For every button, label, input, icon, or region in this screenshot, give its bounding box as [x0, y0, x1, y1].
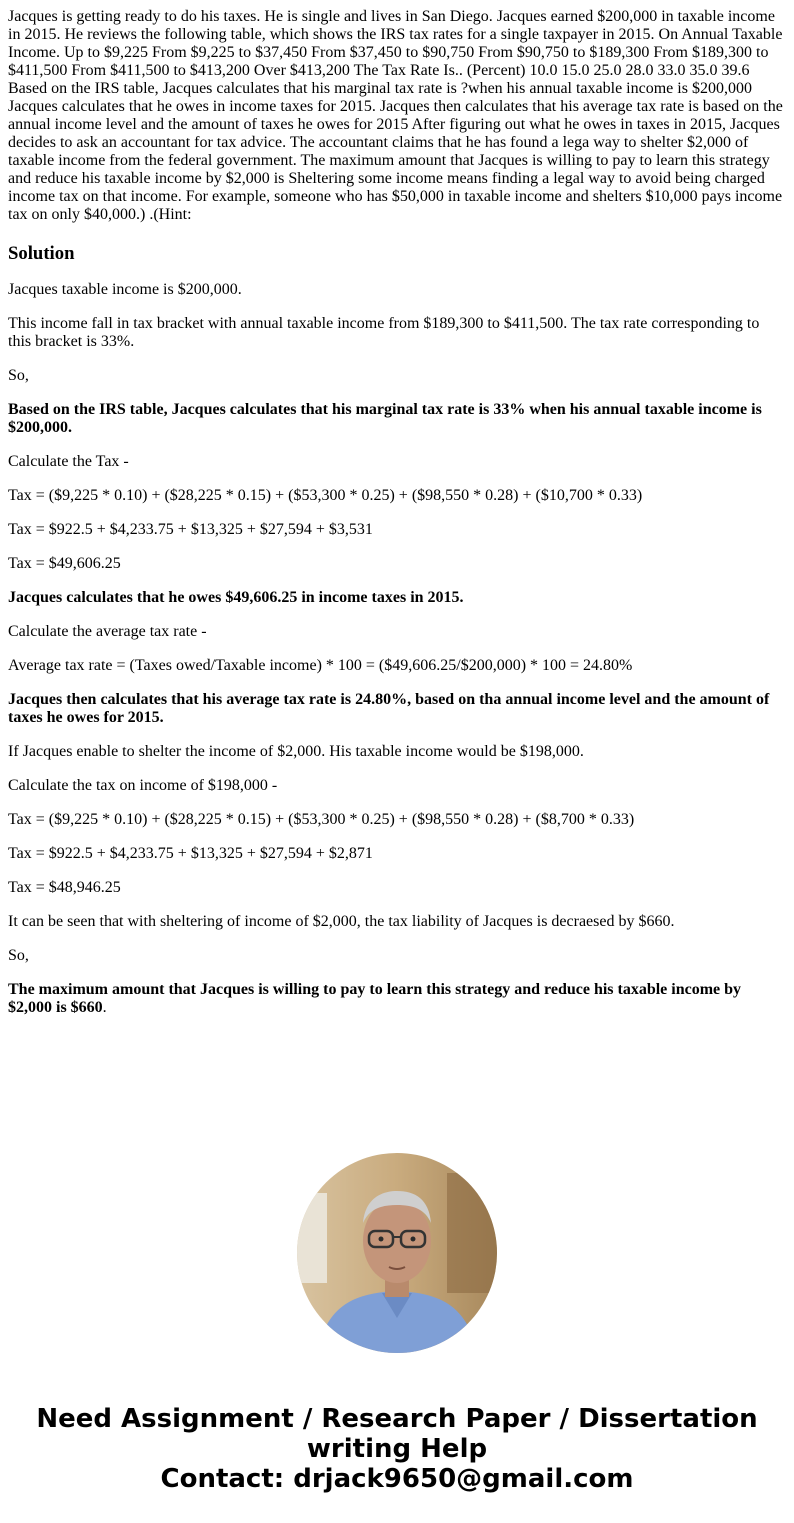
- solution-paragraph: If Jacques enable to shelter the income of $2,000. His taxable income would be $198,000.: [8, 743, 584, 760]
- avatar-eye-right: [411, 1237, 416, 1242]
- solution-paragraph: Tax = $922.5 + $4,233.75 + $13,325 + $27,594 + $3,531: [8, 521, 373, 538]
- avatar-wood-panel: [447, 1173, 497, 1293]
- solution-paragraph: Jacques taxable income is $200,000.: [8, 281, 242, 298]
- footer-line-3: Contact: drjack9650@gmail.com: [160, 1464, 634, 1494]
- solution-paragraph: This income fall in tax bracket with annual taxable income from $189,300 to $411,500. The tax rate corresponding to this bracket is 33%.: [8, 315, 760, 350]
- solution-paragraph: It can be seen that with sheltering of income of $2,000, the tax liability of Jacques is decraesed by $660.: [8, 913, 675, 930]
- footer-line-2: writing Help: [306, 1434, 488, 1464]
- avatar-eye-left: [379, 1237, 384, 1242]
- solution-paragraph: Tax = ($9,225 * 0.10) + ($28,225 * 0.15) + ($53,300 * 0.25) + ($98,550 * 0.28) + ($10,700 * 0.33): [8, 487, 643, 504]
- footer-contact-banner: [0, 1404, 794, 1494]
- solution-paragraph: Tax = $48,946.25: [8, 879, 121, 896]
- author-portrait-image: [297, 1153, 497, 1353]
- solution-answer-average-rate: [8, 691, 786, 727]
- bold-answer: Jacques then calculates that his average tax rate is 24.80%, based on tha annual income level and the amount of taxes he owes for 2015.: [8, 691, 770, 726]
- period: .: [102, 999, 107, 1016]
- solution-answer-tax-owed: [8, 589, 786, 607]
- solution-paragraph: Tax = $49,606.25: [8, 555, 121, 572]
- solution-paragraph: Calculate the average tax rate -: [8, 623, 207, 640]
- question-text: Jacques is getting ready to do his taxes. He is single and lives in San Diego. Jacques earned $200,000 in taxable income in 2015. He reviews the following table, which shows the IRS tax rates for a single taxpayer in 2015. On Annual Taxable Income. Up to $9,225 From $9,225 to $37,450 From $37,450 to $90,750 From $90,750 to $189,300 From $189,300 to $411,500 From $411,500 to $413,200 Over $413,200 The Tax Rate Is.. (Percent) 10.0 15.0 25.0 28.0 33.0 35.0 39.6 Based on the IRS table, Jacques calculates that his marginal tax rate is ?when his annual taxable income is $200,000 Jacques calculates that he owes in income taxes for 2015. Jacques then calculates that his average tax rate is based on the annual income level and the amount of taxes he owes for 2015 After figuring out what he owes in taxes in 2015, Jacques decides to ask an accountant for tax advice. The accountant claims that he has found a lega way to shelter $2,000 of taxable income from the federal government. The maximum amount that Jacques is willing to pay to learn this strategy and reduce his taxable income by $2,000 is Sheltering some income means finding a legal way to avoid being charged income tax on that income. For example, someone who has $50,000 in taxable income and shelters $10,000 pays income tax on only $40,000.) .(Hint:: [8, 8, 783, 223]
- solution-paragraph: Calculate the tax on income of $198,000 -: [8, 777, 278, 794]
- bold-answer: The maximum amount that Jacques is willing to pay to learn this strategy and reduce his taxable income by $2,000 is $660: [8, 981, 742, 1016]
- solution-paragraph: Tax = ($9,225 * 0.10) + ($28,225 * 0.15) + ($53,300 * 0.25) + ($98,550 * 0.28) + ($8,700 * 0.33): [8, 811, 635, 828]
- solution-heading: Solution: [8, 243, 75, 264]
- bold-answer: Jacques calculates that he owes $49,606.25 in income taxes in 2015.: [8, 589, 464, 606]
- solution-paragraph: Calculate the Tax -: [8, 453, 129, 470]
- solution-answer-max-pay: [8, 981, 786, 1017]
- bold-answer: Based on the IRS table, Jacques calculates that his marginal tax rate is 33% when his annual taxable income is $200,000.: [8, 401, 762, 436]
- solution-paragraph: Average tax rate = (Taxes owed/Taxable income) * 100 = ($49,606.25/$200,000) * 100 = 24.80%: [8, 657, 633, 674]
- solution-paragraph: So,: [8, 367, 29, 384]
- solution-answer-marginal-rate: [8, 401, 786, 437]
- avatar-switchboard: [297, 1193, 327, 1283]
- solution-paragraph: So,: [8, 947, 29, 964]
- solution-paragraph: Tax = $922.5 + $4,233.75 + $13,325 + $27,594 + $2,871: [8, 845, 373, 862]
- footer-line-1: Need Assignment / Research Paper / Dissertation: [36, 1404, 758, 1434]
- author-avatar: [297, 1153, 497, 1353]
- avatar-face: [363, 1199, 431, 1283]
